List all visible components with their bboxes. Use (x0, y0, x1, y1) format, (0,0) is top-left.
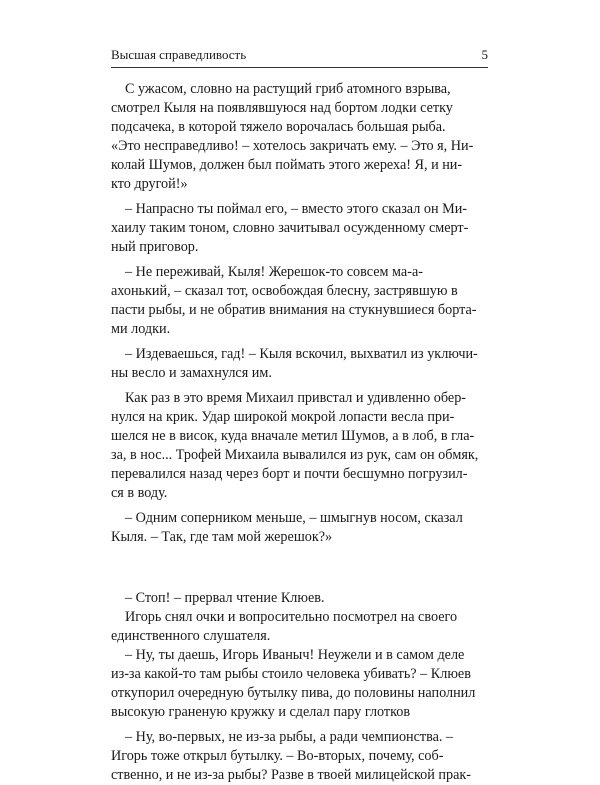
paragraph (111, 589, 488, 608)
paragraph (111, 80, 488, 194)
paragraph (111, 646, 488, 722)
text-line: ственно, и не из-за рыбы? Разве в твоей милицейской прак- (111, 767, 471, 783)
text-line: ми лодки. (111, 321, 171, 337)
text-line: хаилу таким тоном, словно зачитывал осужденному смерт- (111, 220, 469, 236)
text-line: высокую граненую кружку и сделал пару глотков (111, 704, 411, 720)
paragraph (111, 345, 488, 383)
text-line: ны весло и замахнулся им. (111, 365, 272, 381)
paragraph (111, 728, 488, 785)
text-line: перевалился назад через борт и почти бесшумно погрузил- (111, 466, 468, 482)
text-line: нулся на крик. Удар широкой мокрой лопасти весла при- (111, 409, 455, 425)
header-divider (111, 67, 488, 68)
text-line: С ужасом, словно на растущий гриб атомного взрыва, (125, 81, 451, 97)
text-line: ный приговор. (111, 239, 199, 255)
text-line: – Издеваешься, гад! – Кыля вскочил, выхватил из уключи- (125, 346, 478, 362)
text-line: – Ну, во-первых, не из-за рыбы, а ради чемпионства. – (125, 729, 454, 745)
running-header (111, 47, 488, 63)
paragraph (111, 200, 488, 257)
text-line: Игорь тоже открыл бутылку. – Во-вторых, почему, соб- (111, 748, 444, 764)
text-line: подсачека, в которой тяжело ворочалась большая рыба. (111, 119, 446, 135)
text-line: – Одним соперником меньше, – шмыгнув носом, сказал (125, 510, 463, 526)
text-line: из-за какой-то там рыбы стоило человека убивать? – Клюев (111, 666, 471, 682)
text-line: Как раз в это время Михаил привстал и удивленно обер- (125, 390, 467, 406)
text-line: ся в воду. (111, 485, 168, 501)
paragraph (111, 263, 488, 339)
text-line: – Ну, ты даешь, Игорь Иваныч! Неужели и в самом деле (125, 647, 465, 663)
text-line: кто другой!» (111, 176, 188, 192)
running-header-title: Высшая справедливость (111, 47, 247, 62)
text-line: «Это несправедливо! – хотелось закричать ему. – Это я, Ни- (111, 138, 474, 154)
text-line: – Не переживай, Кыля! Жерешок-то совсем ма-а- (125, 264, 423, 280)
text-line: ахонький, – сказал тот, освобождая блесну, застрявшую в (111, 283, 458, 299)
text-line: Кыля. – Так, где там мой жерешок?» (111, 529, 333, 545)
text-line: – Стоп! – прервал чтение Клюев. (125, 590, 325, 606)
page-number: 5 (481, 47, 488, 62)
text-line: колай Шумов, должен был поймать этого жереха! Я, и ни- (111, 157, 463, 173)
text-line: Игорь снял очки и вопросительно посмотрел на своего (125, 609, 458, 625)
text-line: единственного слушателя. (111, 628, 271, 644)
text-line: смотрел Кыля на появлявшуюся над бортом лодки сетку (111, 100, 453, 116)
text-line: откупорил очередную бутылку пива, до половины наполнил (111, 685, 476, 701)
section-break (111, 547, 488, 583)
text-line: за, в нос... Трофей Михаила вывалился из рук, сам он обмяк, (111, 447, 479, 463)
paragraph (111, 389, 488, 503)
text-line: пасти рыбы, и не обратив внимания на стукнувшиеся борта- (111, 302, 477, 318)
page-body (111, 80, 488, 785)
paragraph (111, 509, 488, 547)
paragraph (111, 608, 488, 646)
text-line: шелся не в висок, куда вначале метил Шумов, а в лоб, в гла- (111, 428, 475, 444)
text-line: – Напрасно ты поймал его, – вместо этого сказал он Ми- (125, 201, 468, 217)
